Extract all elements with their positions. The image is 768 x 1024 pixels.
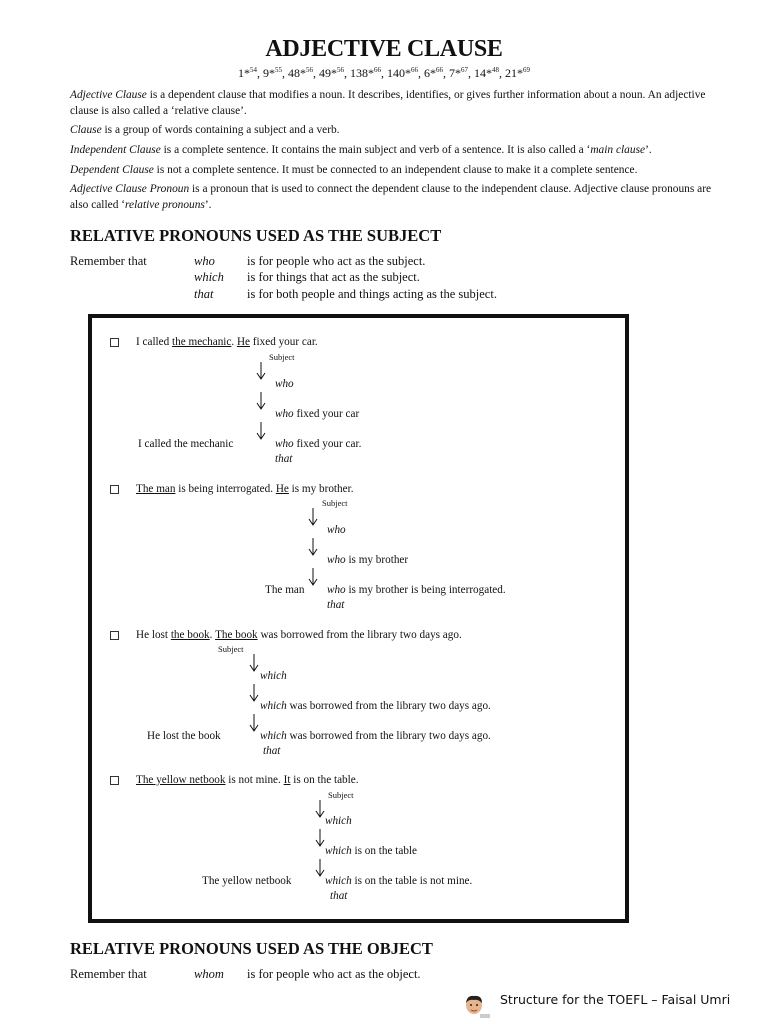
example-3-alt: that — [263, 745, 281, 757]
footer-credit: Structure for the TOEFL – Faisal Umri — [500, 992, 731, 1007]
arrow-down-icon — [249, 714, 259, 732]
author-avatar-icon — [462, 994, 492, 1020]
arrow-down-icon — [249, 654, 259, 672]
example-3-step-2: which was borrowed from the library two days ago. — [260, 700, 491, 712]
arrow-down-icon — [315, 800, 325, 818]
example-3-step-1: which — [260, 670, 287, 682]
definition-clause: Clause is a group of words containing a subject and a verb. — [70, 124, 340, 136]
arrow-down-icon — [308, 538, 318, 556]
arrow-down-icon — [249, 684, 259, 702]
pronoun-which: which — [194, 270, 224, 284]
examples-box — [88, 314, 629, 923]
example-4-sentence: The yellow netbook is not mine. It is on the table. — [136, 774, 359, 786]
pronoun-whom: whom — [194, 967, 224, 981]
pronoun-who-desc: is for people who act as the subject. — [247, 254, 426, 268]
section-heading-subject: RELATIVE PRONOUNS USED AS THE SUBJECT — [70, 226, 442, 245]
page-title: ADJECTIVE CLAUSE — [265, 36, 503, 62]
example-3-sentence: He lost the book. The book was borrowed from the library two days ago. — [136, 629, 462, 641]
checkbox-icon — [110, 485, 119, 497]
example-4-step-1: which — [325, 815, 352, 827]
example-4-alt: that — [330, 890, 348, 902]
definition-adjective-clause: Adjective Clause is a dependent clause that modifies a noun. It describes, identifies, or gives further information about a noun. An adjective clause is also called a ‘relative clause’. — [70, 89, 706, 117]
example-1-step-2: who fixed your car — [275, 408, 360, 420]
subject-label: Subject — [218, 644, 244, 654]
example-4-step-2: which is on the table — [325, 845, 417, 857]
checkbox-icon — [110, 776, 119, 788]
example-4-result-clause: which is on the table is not mine. — [325, 875, 473, 887]
pronoun-which-desc: is for things that act as the subject. — [247, 270, 420, 284]
example-1-alt: that — [275, 453, 293, 465]
example-2-step-1: who — [327, 524, 346, 536]
example-1-step-1: who — [275, 378, 294, 390]
arrow-down-icon — [315, 829, 325, 847]
definition-dependent-clause: Dependent Clause is not a complete sentence. It must be connected to an independent clause to make it a complete sentence. — [70, 164, 638, 176]
remember-label: Remember that — [70, 967, 147, 981]
example-1-sentence: I called the mechanic. He fixed your car. — [136, 336, 318, 348]
arrow-down-icon — [308, 508, 318, 526]
subject-label: Subject — [322, 498, 348, 508]
pronoun-that: that — [194, 287, 214, 301]
example-1-result-clause: who fixed your car. — [275, 438, 362, 450]
arrow-down-icon — [308, 568, 318, 586]
example-1-result-main: I called the mechanic — [138, 438, 234, 450]
pronoun-whom-desc: is for people who act as the object. — [247, 967, 421, 981]
section-heading-object: RELATIVE PRONOUNS USED AS THE OBJECT — [70, 939, 433, 958]
example-2-result-main: The man — [265, 584, 305, 596]
checkbox-icon — [110, 338, 119, 350]
subject-label: Subject — [269, 352, 295, 362]
arrow-down-icon — [315, 859, 325, 877]
frequency-stats: 1*$^{54}$, 9*$^{55}$, 48*$^{56}$, 49*$^{56}$, 138*$^{66}$, 140*$^{66}$, 6*$^{66}$, 7*$^{67}$, 14*$^{48}$, 21*$^{69}$ — [238, 66, 530, 80]
checkbox-icon — [110, 631, 119, 643]
example-3-result-clause: which was borrowed from the library two days ago. — [260, 730, 491, 742]
example-3-result-main: He lost the book — [147, 730, 221, 742]
example-4-result-main: The yellow netbook — [202, 875, 292, 887]
subject-label: Subject — [328, 790, 354, 800]
arrow-down-icon — [256, 362, 266, 380]
example-2-alt: that — [327, 599, 345, 611]
arrow-down-icon — [256, 422, 266, 440]
definition-adjective-clause-pronoun: Adjective Clause Pronoun is a pronoun that is used to connect the dependent clause to the independent clause. Adjective clause pronouns are also called ‘relative pronouns’. — [70, 183, 712, 211]
example-2-sentence: The man is being interrogated. He is my brother. — [136, 483, 354, 495]
pronoun-that-desc: is for both people and things acting as the subject. — [247, 287, 497, 301]
remember-label: Remember that — [70, 254, 147, 268]
pronoun-who: who — [194, 254, 215, 268]
example-2-step-2: who is my brother — [327, 554, 409, 566]
definition-independent-clause: Independent Clause is a complete sentence. It contains the main subject and verb of a sentence. It is also called a ‘main clause’. — [70, 144, 652, 156]
arrow-down-icon — [256, 392, 266, 410]
example-2-result-clause: who is my brother is being interrogated. — [327, 584, 506, 596]
